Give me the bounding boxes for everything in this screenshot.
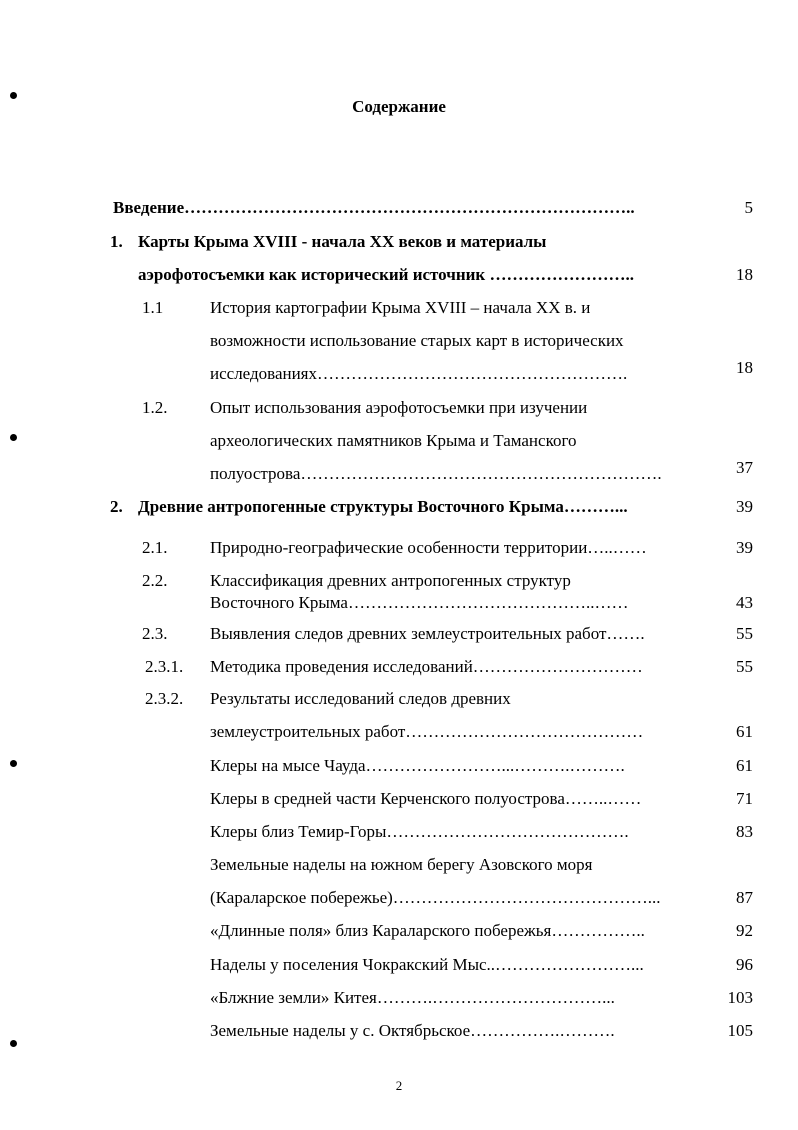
binding-mark-4 [10,1040,17,1047]
toc-s2-3-1-title[interactable]: Методика проведения исследований………………………… [210,657,643,676]
toc-ch1-title-line1[interactable]: Карты Крыма XVIII - начала XX веков и материалы [138,232,547,251]
toc-intro-page: 5 [744,198,753,217]
toc-entry-oktyabrskoe[interactable]: Земельные наделы у с. Октябрьское…………….………. [210,1021,615,1040]
toc-s2-3-2-page: 61 [736,722,753,741]
toc-s2-2-number: 2.2. [142,571,168,590]
toc-ch1-title-line2[interactable]: аэрофотосъемки как исторический источник …………………….. [138,265,634,284]
toc-intro[interactable]: Введение…………………………………………………………………….. [113,198,635,217]
toc-entry-long-fields-page: 92 [736,921,753,940]
toc-ch2-page: 39 [736,497,753,516]
toc-ch2-title[interactable]: Древние антропогенные структуры Восточного Крыма………... [138,497,628,516]
toc-s1-2-line3[interactable]: полуострова………………………………………………………. [210,464,662,483]
toc-entry-kitey[interactable]: «Блжние земли» Китея……….…………………………... [210,988,615,1007]
page-number: 2 [395,1078,403,1093]
toc-s2-3-1-page: 55 [736,657,753,676]
toc-s2-2-page: 43 [736,593,753,612]
toc-entry-azov-line1[interactable]: Земельные наделы на южном берегу Азовского моря [210,855,593,874]
toc-s1-2-page: 37 [736,458,753,477]
toc-entry-temir-gora[interactable]: Клеры близ Темир-Горы……………………………………. [210,822,629,841]
toc-s1-2-line2[interactable]: археологических памятников Крыма и Таманского [210,431,577,450]
toc-entry-oktyabrskoe-page: 105 [727,1021,753,1040]
toc-entry-temir-gora-page: 83 [736,822,753,841]
toc-entry-chauda-page: 61 [736,756,753,775]
toc-s2-1-title[interactable]: Природно-географические особенности территории…..…… [210,538,647,557]
toc-entry-long-fields[interactable]: «Длинные поля» близ Караларского побережья…………….. [210,921,645,940]
binding-mark-3 [10,760,17,767]
toc-s1-1-line1[interactable]: История картографии Крыма XVIII – начала XX в. и [210,298,591,317]
toc-s2-3-number: 2.3. [142,624,168,643]
toc-s2-3-page: 55 [736,624,753,643]
binding-mark-2 [10,434,17,441]
toc-ch2-number: 2. [110,497,123,516]
toc-entry-azov-page: 87 [736,888,753,907]
toc-s1-2-number: 1.2. [142,398,168,417]
toc-s2-3-2-line1[interactable]: Результаты исследований следов древних [210,689,511,708]
toc-s1-1-line2[interactable]: возможности использование старых карт в исторических [210,331,624,350]
toc-s2-3-1-number: 2.3.1. [145,657,184,676]
toc-ch1-page: 18 [736,265,753,284]
toc-entry-chokrak[interactable]: Наделы у поселения Чокракский Мыс..……………………... [210,955,644,974]
toc-entry-kerch-middle-page: 71 [736,789,753,808]
page-title: Содержание [352,97,446,116]
toc-entry-chokrak-page: 96 [736,955,753,974]
toc-s1-1-page: 18 [736,358,753,377]
toc-s2-3-2-line2[interactable]: землеустроительных работ…………………………………… [210,722,644,741]
toc-s1-2-line1[interactable]: Опыт использования аэрофотосъемки при изучении [210,398,588,417]
toc-ch1-number: 1. [110,232,123,251]
toc-s2-1-page: 39 [736,538,753,557]
toc-s2-3-2-number: 2.3.2. [145,689,184,708]
toc-entry-chauda[interactable]: Клеры на мысе Чауда……………………...……….………. [210,756,625,775]
toc-s1-1-line3[interactable]: исследованиях………………………………………………. [210,364,628,383]
toc-s2-2-line1[interactable]: Классификация древних антропогенных структур [210,571,571,590]
toc-s2-1-number: 2.1. [142,538,168,557]
toc-entry-kerch-middle[interactable]: Клеры в средней части Керченского полуострова……..…… [210,789,642,808]
toc-s2-3-title[interactable]: Выявления следов древних землеустроительных работ……. [210,624,645,643]
toc-s2-2-line2[interactable]: Восточного Крыма……………………………………..…… [210,593,629,612]
toc-s1-1-number: 1.1 [142,298,164,317]
toc-entry-azov-line2[interactable]: (Караларское побережье)………………………………………... [210,888,661,907]
toc-entry-kitey-page: 103 [727,988,753,1007]
